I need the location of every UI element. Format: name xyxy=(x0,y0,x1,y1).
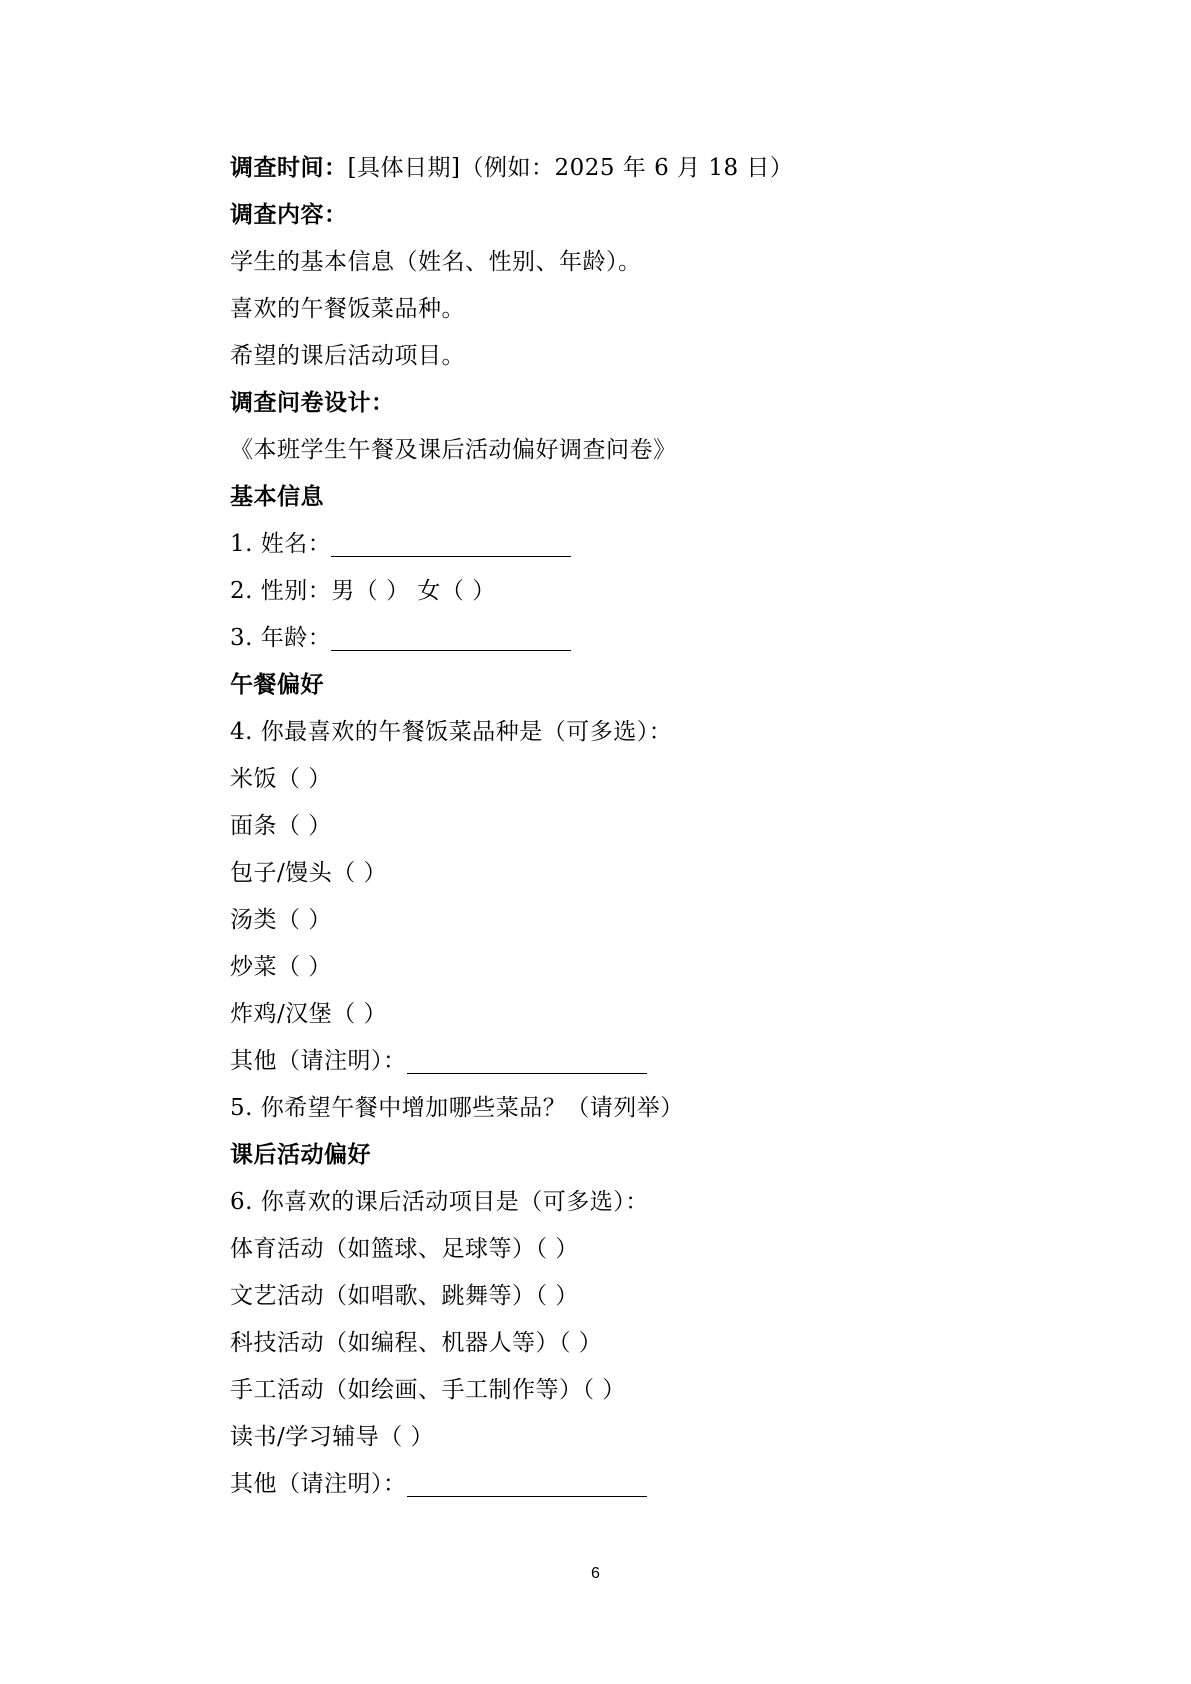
page-number: 6 xyxy=(591,1565,600,1582)
activities-other-blank-field[interactable] xyxy=(407,1474,647,1497)
activity-option[interactable]: 文艺活动（如唱歌、跳舞等）（ ） xyxy=(230,1283,579,1309)
lunch-other-blank-field[interactable] xyxy=(407,1051,647,1074)
activities-other-label: 其他（请注明）： xyxy=(230,1471,407,1497)
basic-info-heading: 基本信息 xyxy=(230,484,324,510)
activity-option[interactable]: 科技活动（如编程、机器人等）（ ） xyxy=(230,1330,603,1356)
activities-question-6: 6. 你喜欢的课后活动项目是（可多选）： xyxy=(230,1189,649,1215)
survey-time-value: [具体日期]（例如：2025 年 6 月 18 日） xyxy=(347,155,794,181)
survey-time-line xyxy=(230,145,1090,192)
survey-content-item: 希望的课后活动项目。 xyxy=(230,343,465,369)
age-blank-field[interactable] xyxy=(331,628,571,651)
survey-content-item: 喜欢的午餐饭菜品种。 xyxy=(230,296,465,322)
questionnaire-heading: 调查问卷设计： xyxy=(230,390,395,416)
survey-content-heading: 调查内容： xyxy=(230,202,348,228)
survey-content-item: 学生的基本信息（姓名、性别、年龄）。 xyxy=(230,249,642,275)
lunch-other-line xyxy=(230,1038,1090,1085)
lunch-option[interactable]: 包子/馒头（ ） xyxy=(230,860,388,886)
lunch-option[interactable]: 米饭（ ） xyxy=(230,766,332,792)
gender-question: 2. 性别：男（ ） 女（ ） xyxy=(230,578,496,604)
questionnaire-title: 《本班学生午餐及课后活动偏好调查问卷》 xyxy=(230,437,677,463)
activity-option[interactable]: 手工活动（如绘画、手工制作等）（ ） xyxy=(230,1377,626,1403)
name-label: 1. 姓名： xyxy=(230,531,332,557)
name-question xyxy=(230,521,1090,568)
survey-time-label: 调查时间： xyxy=(230,155,348,181)
activity-option[interactable]: 读书/学习辅导（ ） xyxy=(230,1424,435,1450)
lunch-heading: 午餐偏好 xyxy=(230,672,324,698)
age-question xyxy=(230,615,1090,662)
age-label: 3. 年龄： xyxy=(230,625,332,651)
name-blank-field[interactable] xyxy=(331,534,571,557)
activities-heading: 课后活动偏好 xyxy=(230,1142,371,1168)
lunch-other-label: 其他（请注明）： xyxy=(230,1048,407,1074)
lunch-question-4: 4. 你最喜欢的午餐饭菜品种是（可多选）： xyxy=(230,719,673,745)
document-body xyxy=(230,145,1090,1508)
lunch-option[interactable]: 汤类（ ） xyxy=(230,907,332,933)
activity-option[interactable]: 体育活动（如篮球、足球等）（ ） xyxy=(230,1236,579,1262)
activities-other-line xyxy=(230,1461,1090,1508)
lunch-option[interactable]: 炸鸡/汉堡（ ） xyxy=(230,1001,388,1027)
lunch-option[interactable]: 炒菜（ ） xyxy=(230,954,332,980)
lunch-option[interactable]: 面条（ ） xyxy=(230,813,332,839)
lunch-question-5: 5. 你希望午餐中增加哪些菜品？（请列举） xyxy=(230,1095,684,1121)
